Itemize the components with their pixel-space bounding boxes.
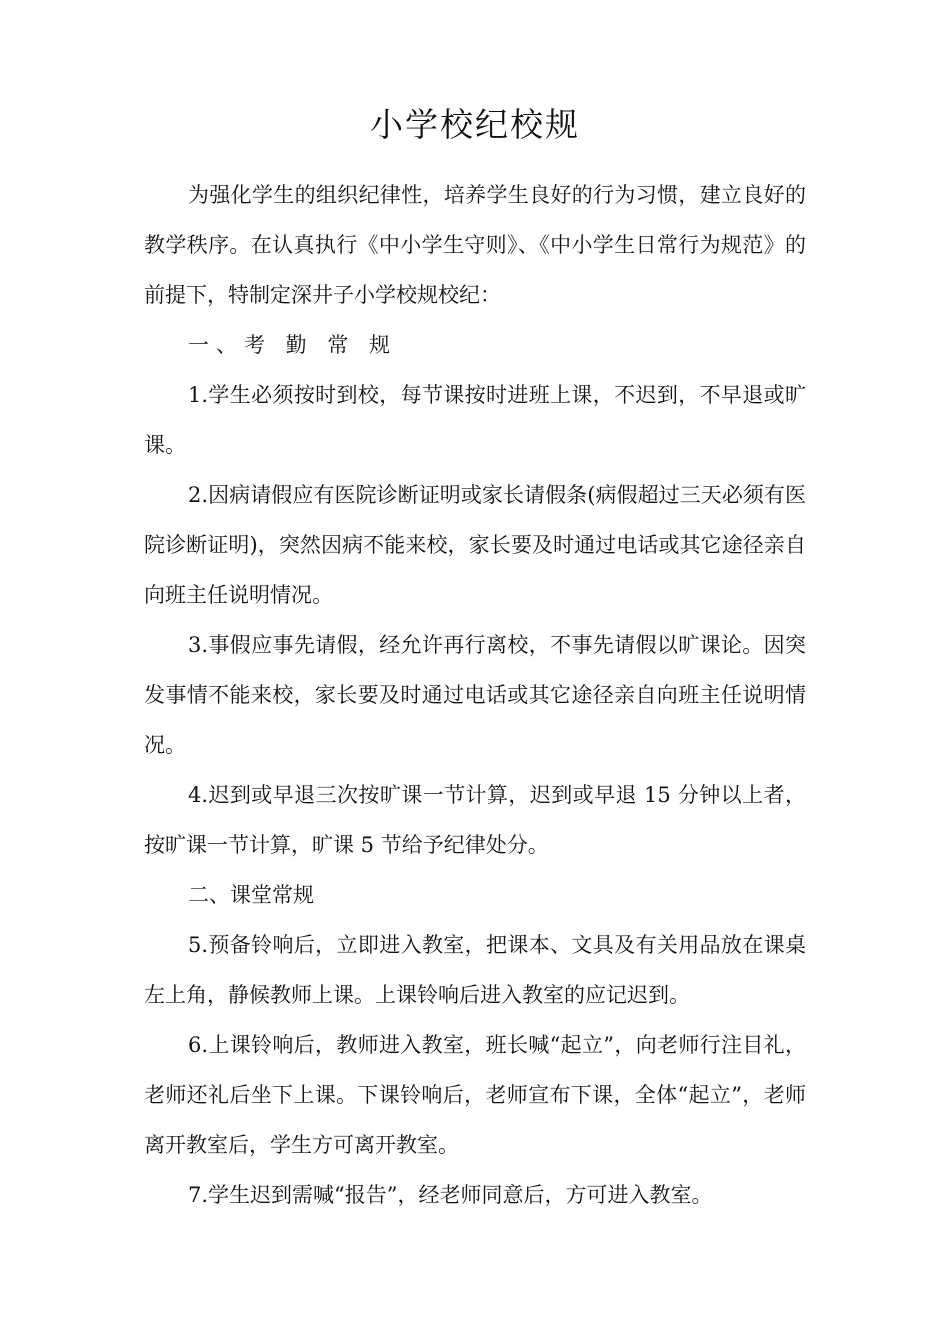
section-heading-attendance: 一、考 勤 常 规: [188, 333, 398, 357]
rule-3: 3.事假应事先请假，经允许再行离校，不事先请假以旷课论。因突发事情不能来校，家长要及时通过电话或其它途径亲自向班主任说明情况。: [144, 633, 806, 757]
rule-1: 1.学生必须按时到校，每节课按时进班上课，不迟到，不早退或旷课。: [144, 383, 806, 457]
document-body: [144, 170, 806, 1220]
rule-2: 2.因病请假应有医院诊断证明或家长请假条(病假超过三天必须有医院诊断证明)，突然因病不能来校，家长要及时通过电话或其它途径亲自向班主任说明情况。: [144, 483, 806, 607]
rule-7: 7.学生迟到需喊“报告”，经老师同意后，方可进入教室。: [188, 1183, 713, 1207]
rule-4: 4.迟到或早退三次按旷课一节计算，迟到或早退 15 分钟以上者，按旷课一节计算，旷课 5 节给予纪律处分。: [144, 783, 806, 857]
section-heading-classroom: 二、课堂常规: [188, 883, 314, 907]
document-title: 小学校纪校规: [370, 105, 580, 144]
intro-paragraph: 为强化学生的组织纪律性，培养学生良好的行为习惯，建立良好的教学秩序。在认真执行《中小学生守则》、《中小学生日常行为规范》的前提下，特制定深井子小学校规校纪：: [144, 183, 806, 307]
rule-5: 5.预备铃响后，立即进入教室，把课本、文具及有关用品放在课桌左上角，静候教师上课。上课铃响后进入教室的应记迟到。: [144, 933, 806, 1007]
rule-6: 6.上课铃响后，教师进入教室，班长喊“起立”，向老师行注目礼，老师还礼后坐下上课。下课铃响后，老师宣布下课，全体“起立”，老师离开教室后，学生方可离开教室。: [144, 1033, 806, 1157]
